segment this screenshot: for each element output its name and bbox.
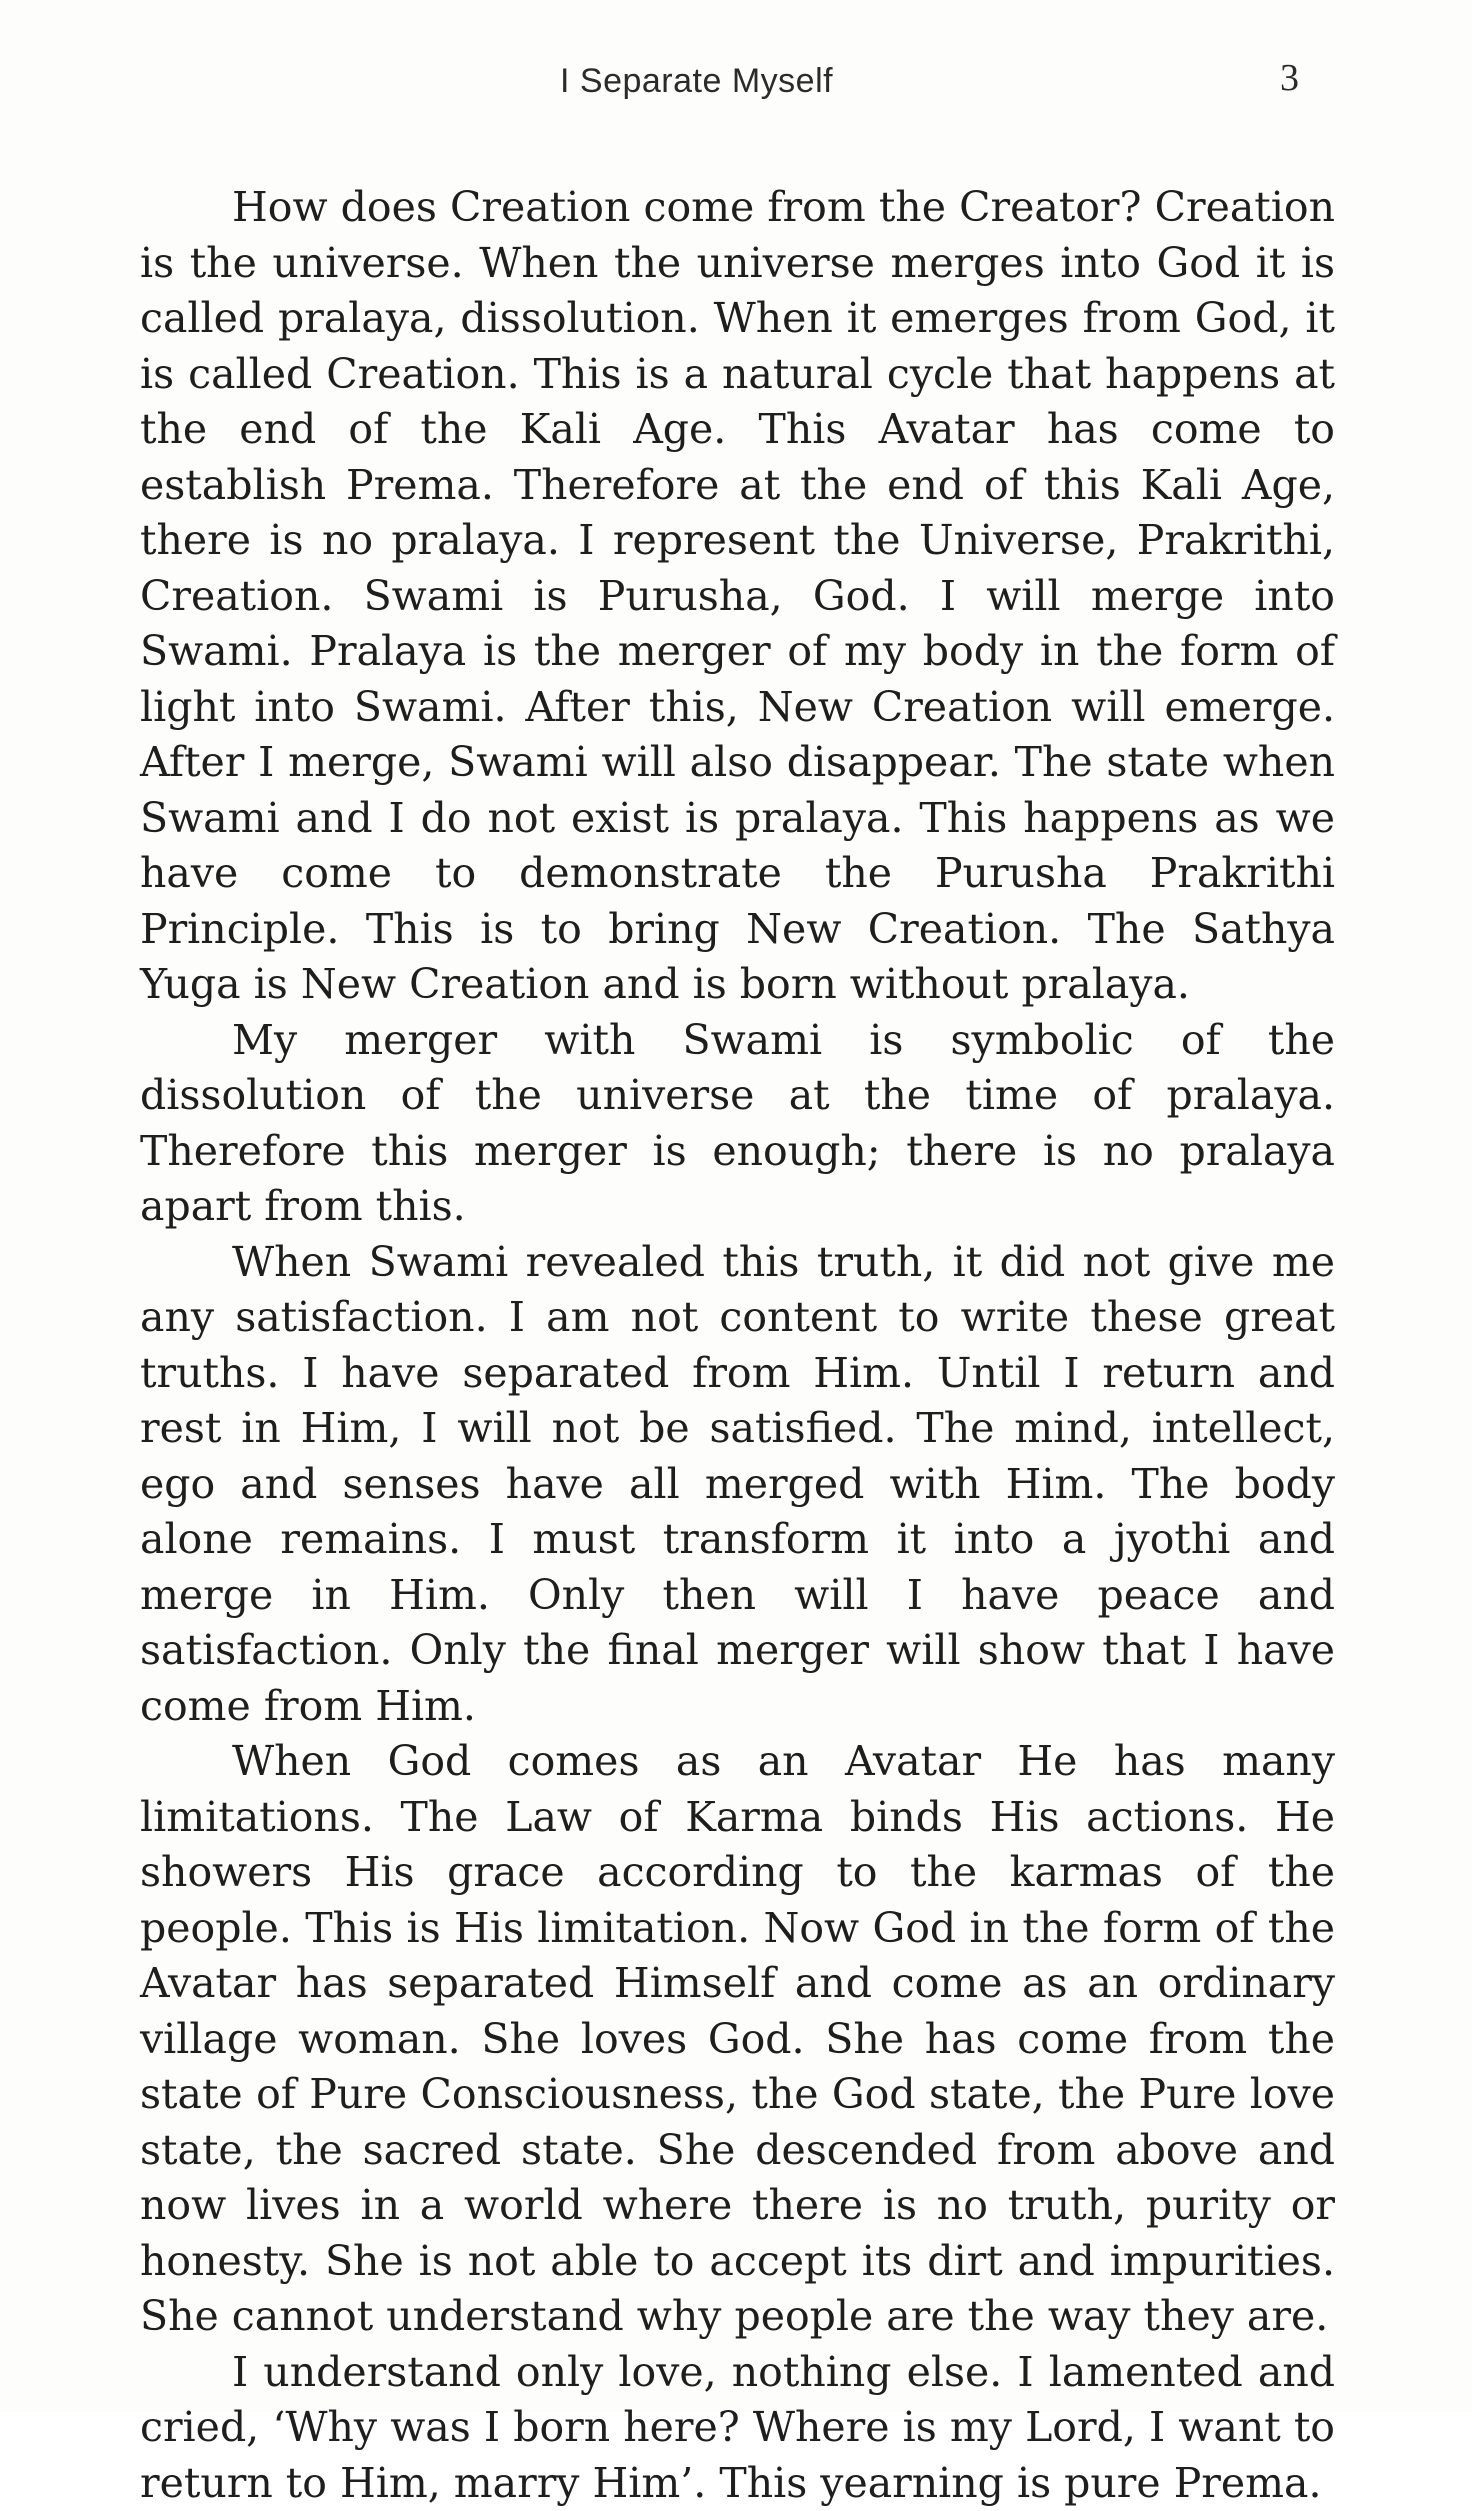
chapter-title: I Separate Myself (560, 62, 833, 101)
paragraph: My merger with Swami is symbolic of the dissolution of the universe at the time of pralaya. Therefore this merger is enough; there is no pralaya apart from this. (140, 1013, 1335, 1235)
paragraph: I understand only love, nothing else. I lamented and cried, ‘Why was I born here? Where is my Lord, I want to return to Him, marry Him’. This yearning is pure Prema. (140, 2345, 1335, 2511)
body-text (140, 180, 1335, 2511)
paragraph: When Swami revealed this truth, it did not give me any satisfaction. I am not content to write these great truths. I have separated from Him. Until I return and rest in Him, I will not be satisfied. The mind, intellect, ego and senses have all merged with Him. The body alone remains. I must transform it into a jyothi and merge in Him. Only then will I have peace and satisfaction. Only the final merger will show that I have come from Him. (140, 1235, 1335, 1735)
paragraph: When God comes as an Avatar He has many limitations. The Law of Karma binds His actions. He showers His grace according to the karmas of the people. This is His limitation. Now God in the form of the Avatar has separated Himself and come as an ordinary village woman. She loves God. She has come from the state of Pure Consciousness, the God state, the Pure love state, the sacred state. She descended from above and now lives in a world where there is no truth, purity or honesty. She is not able to accept its dirt and impurities. She cannot understand why people are the way they are. (140, 1734, 1335, 2345)
page-number: 3 (1280, 56, 1299, 100)
paragraph: How does Creation come from the Creator? Creation is the universe. When the universe merges into God it is called pralaya, dissolution. When it emerges from God, it is called Creation. This is a natural cycle that happens at the end of the Kali Age. This Avatar has come to establish Prema. Therefore at the end of this Kali Age, there is no pralaya. I represent the Universe, Prakrithi, Creation. Swami is Purusha, God. I will merge into Swami. Pralaya is the merger of my body in the form of light into Swami. After this, New Creation will emerge. After I merge, Swami will also disappear. The state when Swami and I do not exist is pralaya. This happens as we have come to demonstrate the Purusha Prakrithi Principle. This is to bring New Creation. The Sathya Yuga is New Creation and is born without pralaya. (140, 180, 1335, 1013)
running-header (0, 62, 1472, 122)
